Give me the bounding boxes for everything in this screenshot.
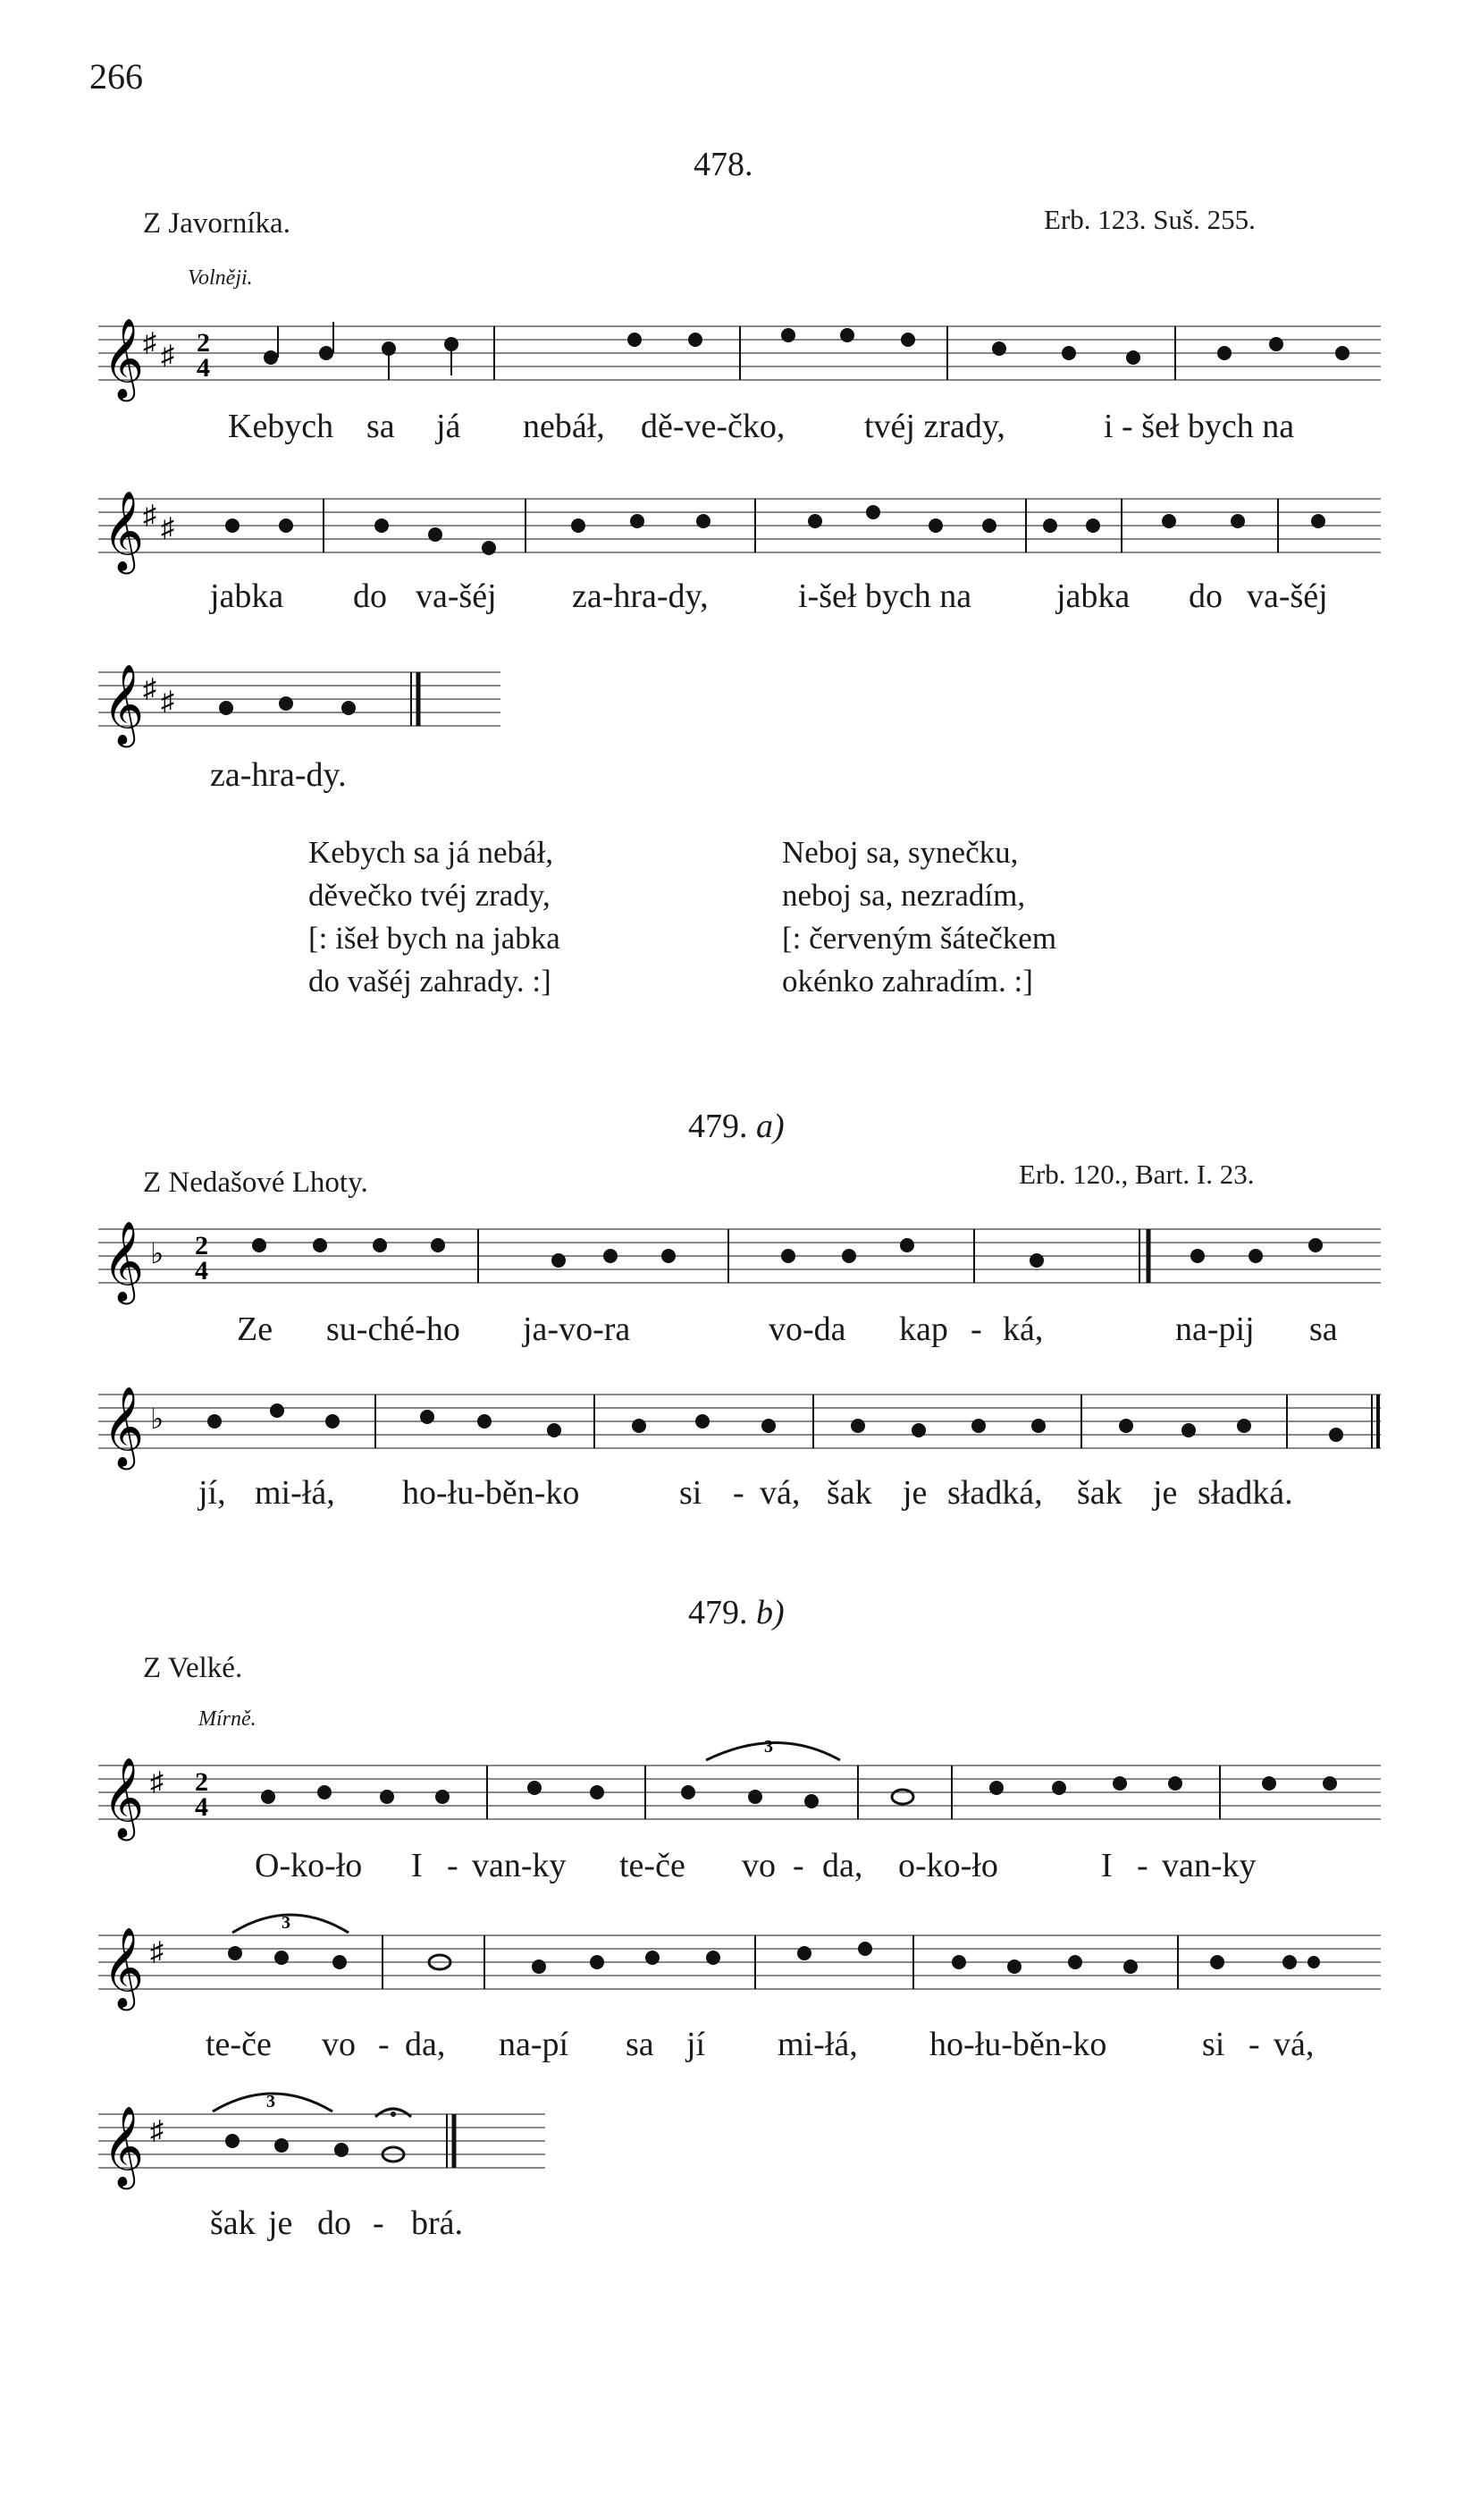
music-staff [98,1386,1385,1465]
lyric-syllable: tvéj zrady, [864,408,1005,445]
page-number: 266 [89,56,143,97]
lyric-syllable: vo-da [769,1311,846,1348]
music-staff [98,1737,1385,1836]
flat-icon: ♭ [150,1403,164,1435]
lyric-syllable: mi-łá, [255,1474,335,1512]
lyrics-line [0,1473,1463,1518]
music-staff [98,317,1385,397]
lyric-syllable: dě-ve-čko, [641,408,786,445]
song-sources: Erb. 120., Bart. I. 23. [1019,1159,1255,1190]
lyric-syllable: do [353,577,387,615]
music-staff [98,1220,1385,1300]
lyric-syllable: O-ko-ło [255,1847,363,1884]
lyric-syllable: jabka [1056,577,1131,615]
lyric-syllable: nebáł, [523,408,605,445]
staff-lines [98,1935,1381,1989]
lyric-syllable: sa [366,408,395,445]
lyric-syllable: va-šéj [1247,577,1328,615]
lyric-syllable: já [436,408,461,445]
treble-clef-icon: 𝄞 [103,319,145,397]
verse-1 [308,831,560,1003]
time-signature: 2 [195,1767,208,1797]
lyric-syllable: - [1137,1847,1148,1884]
note-group [207,1403,1343,1442]
verse-line: neboj sa, nezradím, [782,878,1026,913]
tempo-marking: Mírně. [198,1707,256,1731]
staff-lines [98,1229,1381,1283]
lyric-syllable: jabka [210,577,284,615]
note-group [225,2134,404,2162]
verse-line: do vašéj zahrady. :] [308,964,551,999]
lyric-syllable: - [373,2204,384,2242]
lyric-syllable: vá, [1274,2026,1315,2063]
lyric-syllable: je [1153,1474,1178,1512]
lyric-syllable: na-pij [1175,1311,1255,1348]
lyric-syllable: si [679,1474,702,1512]
verse-2 [782,831,1056,1003]
treble-clef-icon: 𝄞 [103,1222,145,1300]
svg-text:3: 3 [282,1913,290,1933]
song-number: 479. b) [688,1594,785,1631]
song-number: 478. [694,146,753,183]
lyric-syllable: te-če [206,2026,272,2063]
lyric-syllable: Kebych [228,408,334,445]
lyric-syllable: - [1249,2026,1260,2063]
svg-text:♯: ♯ [161,513,174,543]
lyric-syllable: do [1189,577,1223,615]
lyric-syllable: za-hra-dy, [572,577,709,615]
lyric-syllable: ho-łu-běn-ko [929,2026,1107,2063]
verse-line: [: červeným šátečkem [782,921,1057,956]
staff-lines [98,1766,1381,1819]
lyric-syllable: te-če [619,1847,685,1884]
sharp-icon: ♯ [143,328,156,358]
lyrics-line [0,2204,626,2248]
music-staff [98,490,1385,569]
lyric-syllable: sa [1309,1311,1338,1348]
song-number: 479. a) [688,1108,785,1145]
treble-clef-icon: 𝄞 [103,665,145,743]
staff-lines [98,2114,545,2168]
svg-text:3: 3 [266,2092,275,2111]
sharp-icon: ♯ [143,501,156,530]
triplet-slur [706,1737,840,1760]
song-location: Z Javorníka. [143,207,290,240]
lyric-syllable: I [1101,1847,1113,1884]
lyric-syllable: i-šeł bych na [798,577,972,615]
song-location: Z Nedašové Lhoty. [143,1167,368,1199]
time-signature: 2 [195,1231,208,1260]
lyric-syllable: na-pí [499,2026,569,2063]
lyrics-line [0,407,1463,451]
sharp-icon: ♯ [150,1767,164,1797]
treble-clef-icon: 𝄞 [103,1758,145,1836]
verse-line: Kebych sa já nebáł, [308,835,554,870]
svg-text:♯: ♯ [161,687,174,716]
triplet-slur [232,1913,349,1933]
lyric-syllable: kap [899,1311,948,1348]
sharp-icon: ♯ [150,2116,164,2145]
lyric-syllable: jí [686,2026,706,2063]
sharp-icon: ♯ [143,674,156,704]
lyric-syllable: - [447,1847,458,1884]
lyric-syllable: brá. [411,2204,464,2242]
lyric-syllable: Ze [237,1311,273,1348]
lyric-syllable: - [378,2026,390,2063]
lyrics-line [0,1846,1463,1891]
staff-lines [98,1395,1381,1448]
song-sources: Erb. 123. Suš. 255. [1044,204,1256,235]
sharp-icon: ♯ [150,1937,164,1967]
lyric-syllable: va-šéj [416,577,497,615]
tempo-marking: Volněji. [188,266,253,290]
lyric-syllable: vá, [760,1474,801,1512]
triplet-slur [213,2092,332,2111]
lyric-syllable: van-ky [1162,1847,1257,1884]
treble-clef-icon: 𝄞 [103,492,145,569]
treble-clef-icon: 𝄞 [103,1928,145,2006]
lyric-syllable: sładká. [1198,1474,1293,1512]
svg-text:4: 4 [197,353,210,383]
note-group [264,322,1349,380]
lyric-syllable: van-ky [472,1847,567,1884]
lyric-syllable: šak [1077,1474,1122,1512]
lyric-syllable: do [317,2204,351,2242]
lyric-syllable: ká, [1003,1311,1044,1348]
note-group [228,1942,1320,1974]
time-signature: 2 [197,328,210,358]
lyric-syllable: je [268,2204,293,2242]
lyric-syllable: i - šeł bych na [1104,408,1295,445]
lyric-syllable: vo [322,2026,356,2063]
lyric-syllable: sa [626,2026,654,2063]
lyric-syllable: je [903,1474,928,1512]
svg-text:4: 4 [195,1792,208,1822]
music-staff [98,663,518,743]
lyric-syllable: sładká, [947,1474,1043,1512]
lyric-syllable: - [971,1311,982,1348]
lyric-syllable: - [733,1474,744,1512]
staff-lines [98,672,500,726]
svg-text:4: 4 [195,1256,208,1285]
lyric-syllable: - [793,1847,804,1884]
lyric-syllable: jí, [198,1474,226,1512]
verse-line: Neboj sa, synečku, [782,835,1019,870]
flat-icon: ♭ [150,1237,164,1269]
lyric-syllable: šak [210,2204,256,2242]
lyric-syllable: vo [742,1847,776,1884]
lyrics-line [0,577,1463,621]
lyrics-line [0,2025,1463,2069]
lyric-syllable: o-ko-ło [898,1847,998,1884]
fermata-icon [375,2109,411,2117]
lyric-syllable: su-ché-ho [326,1311,460,1348]
lyric-syllable: za-hra-dy. [210,756,347,794]
lyrics-line [0,755,626,800]
treble-clef-icon: 𝄞 [103,1387,145,1465]
lyric-syllable: da, [405,2026,446,2063]
lyrics-line [0,1310,1463,1354]
svg-text:♯: ♯ [161,341,174,370]
svg-text:3: 3 [764,1737,773,1757]
lyric-syllable: ho-łu-běn-ko [402,1474,580,1512]
lyric-syllable: si [1202,2026,1225,2063]
verse-line: [: išeł bych na jabka [308,921,560,956]
treble-clef-icon: 𝄞 [103,2107,145,2185]
lyric-syllable: da, [822,1847,863,1884]
lyric-syllable: mi-łá, [778,2026,858,2063]
lyric-syllable: I [411,1847,423,1884]
verse-line: děvečko tvéj zrady, [308,878,551,913]
verse-line: okénko zahradím. :] [782,964,1033,999]
lyric-syllable: ja-vo-ra [523,1311,631,1348]
lyric-syllable: šak [827,1474,872,1512]
song-location: Z Velké. [143,1652,243,1684]
music-staff [98,1913,1385,2006]
music-staff [98,2092,563,2185]
